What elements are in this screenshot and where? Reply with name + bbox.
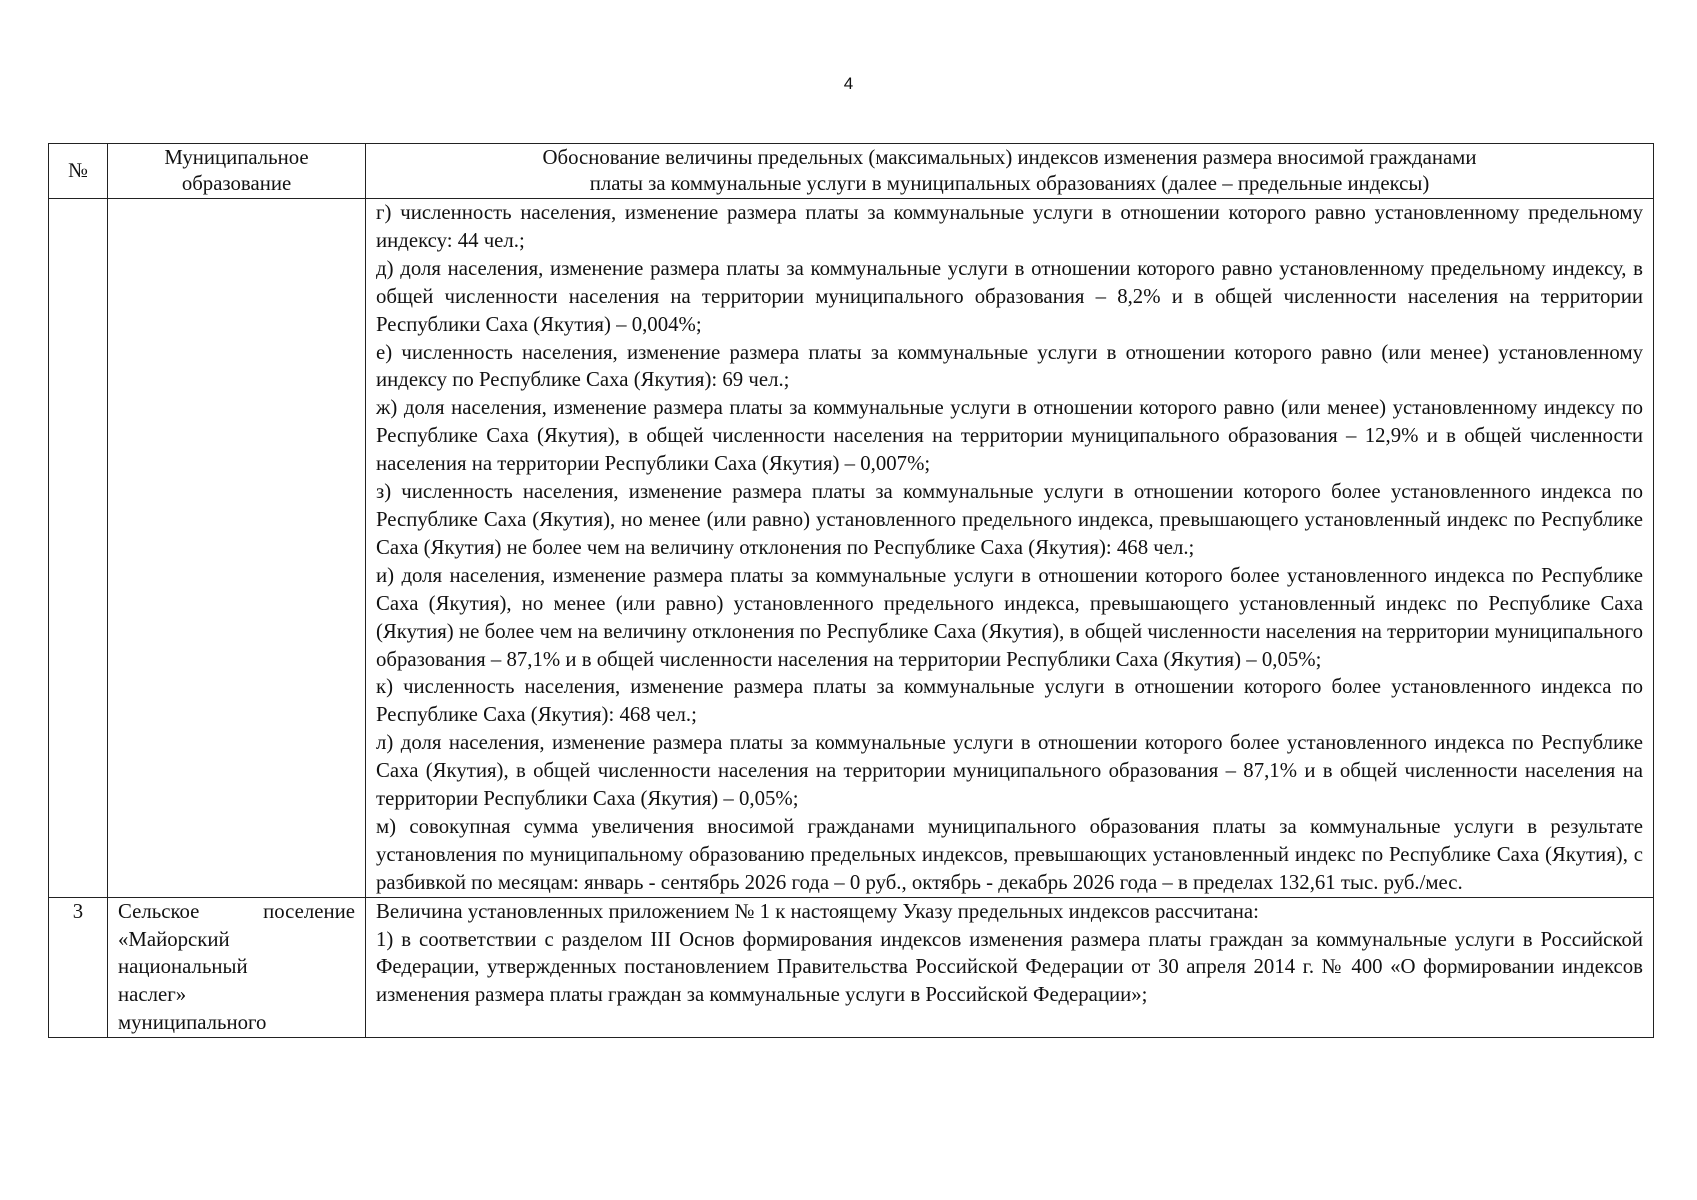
municipality-cell	[108, 199, 366, 898]
municipality-line-1: Сельское поселение	[118, 899, 355, 923]
justification-cell	[366, 897, 1654, 1038]
paragraph-e: е) численность населения, изменение размера платы за коммунальные услуги в отношении которого равно (или менее) установленному индексу по Республике Саха (Якутия): 69 чел.;	[376, 340, 1643, 392]
table-row-continuation	[49, 199, 1654, 898]
row-number-cell	[49, 199, 108, 898]
paragraph-z: з) численность населения, изменение размера платы за коммунальные услуги в отношении которого более установленного индекса по Республике Саха (Якутия), но менее (или равно) установленного предельного индекса, превышающего установленный индекс по Республике Саха (Якутия) не более чем на величину отклонения по Республике Саха (Якутия): 468 чел.;	[376, 480, 1643, 559]
paragraph-i: и) доля населения, изменение размера платы за коммунальные услуги в отношении которого более установленного индекса по Республике Саха (Якутия), но менее (или равно) установленного предельного индекса, превышающего установленный индекс по Республике Саха (Якутия) не более чем на величину отклонения по Республике Саха (Якутия), в общей численности населения на территории муниципального образования – 87,1% и в общей численности населения на территории Республики Саха (Якутия) – 0,05%;	[376, 563, 1643, 671]
paragraph-zh: ж) доля населения, изменение размера платы за коммунальные услуги в отношении которого равно (или менее) установленному индексу по Республике Саха (Якутия), в общей численности населения на территории муниципального образования – 12,9% и в общей численности населения на территории Республики Саха (Якутия) – 0,007%;	[376, 396, 1643, 476]
header-justification-line-1: Обоснование величины предельных (максимальных) индексов изменения размера вносимой гражданами	[542, 146, 1477, 169]
municipality-line-3: национальный	[118, 955, 248, 979]
paragraph-1: 1) в соответствии с разделом III Основ формирования индексов изменения размера платы граждан за коммунальные услуги в Российской Федерации, утвержденных постановлением Правительства Российской Федерации от 30 апреля 2014 г. № 400 «О формировании индексов изменения размера платы граждан за коммунальные услуги в Российской Федерации»;	[376, 927, 1643, 1007]
justification-cell	[366, 199, 1654, 898]
paragraph-d: д) доля населения, изменение размера платы за коммунальные услуги в отношении которого равно установленному предельному индексу, в общей численности населения на территории муниципального образования – 8,2% и в общей численности населения на территории Республики Саха (Якутия) – 0,004%;	[376, 256, 1643, 336]
paragraph-g: г) численность населения, изменение размера платы за коммунальные услуги в отношении которого равно установленному предельному индексу: 44 чел.;	[376, 201, 1643, 252]
municipality-line-2: «Майорский	[118, 927, 230, 951]
table-row-3	[49, 897, 1654, 1038]
header-justification	[366, 144, 1654, 199]
page-number: 4	[843, 74, 854, 93]
header-municipality	[108, 144, 366, 199]
header-number: №	[49, 144, 108, 199]
index-justification-table	[48, 143, 1654, 1038]
paragraph-intro: Величина установленных приложением № 1 к настоящему Указу предельных индексов рассчитана:	[376, 899, 1259, 923]
header-municipality-text: Муниципальное образование	[164, 146, 309, 195]
header-justification-line-2: платы за коммунальные услуги в муниципальных образованиях (далее – предельные индексы)	[589, 172, 1430, 195]
municipality-line-4: наслег»	[118, 983, 187, 1007]
row-number-cell: 3	[49, 897, 108, 1038]
paragraph-m: м) совокупная сумма увеличения вносимой гражданами муниципального образования платы за коммунальные услуги в результате установления по муниципальному образованию предельных индексов, превышающих установленный индекс по Республике Саха (Якутия), с разбивкой по месяцам: январь - сентябрь 2026 года – 0 руб., октябрь - декабрь 2026 года – в пределах 132,61 тыс. руб./мес.	[376, 814, 1643, 894]
municipality-line-5: муниципального	[118, 1011, 267, 1035]
paragraph-k: к) численность населения, изменение размера платы за коммунальные услуги в отношении которого более установленного индекса по Республике Саха (Якутия): 468 чел.;	[376, 675, 1643, 727]
table-header-row	[49, 144, 1654, 199]
paragraph-l: л) доля населения, изменение размера платы за коммунальные услуги в отношении которого более установленного индекса по Республике Саха (Якутия), в общей численности населения на территории муниципального образования – 87,1% и в общей численности населения на территории Республики Саха (Якутия) – 0,05%;	[376, 731, 1643, 811]
municipality-cell	[108, 897, 366, 1038]
